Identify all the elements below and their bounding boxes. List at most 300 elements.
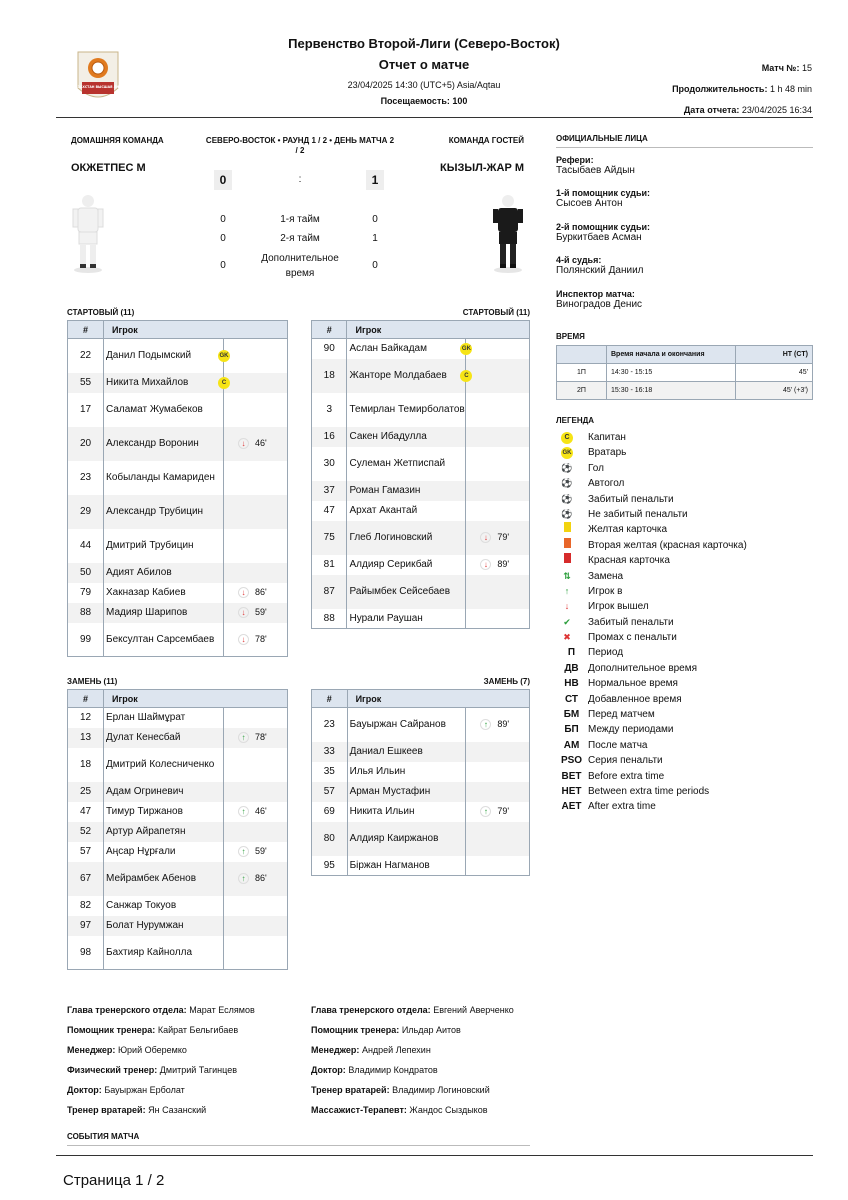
player-number: 90 [312, 339, 347, 359]
player-number: 25 [68, 782, 104, 802]
official-assistant-2: 2-й помощник судьи: Буркитбаев Асман [556, 222, 651, 243]
player-name: Темирлан Темирболатов [347, 393, 466, 427]
player-row [312, 447, 530, 481]
player-name: Арман Мустафин [347, 782, 466, 802]
away-team-label: КОМАНДА ГОСТЕЙ [448, 136, 524, 145]
goalkeeper-icon: GK [218, 350, 230, 362]
player-name: Саламат Жумабеков [104, 393, 224, 427]
player-row [68, 563, 288, 583]
player-name: Мейрамбек Абенов [104, 862, 224, 896]
home-starting-label: СТАРТОВЫЙ (11) [67, 308, 135, 317]
period-1-away: 0 [372, 214, 378, 225]
home-subs-table [67, 689, 288, 970]
legend-abbr-pso: PSO Серия пенальти [560, 755, 663, 767]
player-name: Алдияр Каиржанов [347, 822, 466, 856]
col-player-header: Игрок [104, 321, 288, 339]
player-events [466, 575, 530, 609]
header-divider [56, 117, 813, 118]
substitution-minute: 59' [255, 606, 267, 617]
player-name: Адият Абилов [104, 563, 224, 583]
legend-red-card: Красная карточка [559, 553, 819, 568]
legend-goalkeeper: GK Вратарь [559, 445, 819, 460]
player-number: 37 [312, 481, 347, 501]
home-team-label: ДОМАШНЯЯ КОМАНДА [71, 136, 164, 145]
player-row [68, 842, 288, 862]
period-et-away: 0 [372, 260, 378, 271]
official-assistant-1: 1-й помощник судьи: Сысоев Антон [556, 188, 651, 209]
score-separator: : [298, 174, 302, 185]
match-events-title: СОБЫТИЯ МАТЧА [67, 1132, 140, 1141]
player-row [68, 339, 288, 373]
substitution-minute: 86' [255, 586, 267, 597]
home-staff-item: Физический тренер: Дмитрий Тагинцев [67, 1065, 237, 1075]
player-number: 67 [68, 862, 104, 896]
time-table [556, 345, 813, 400]
player-name: Артур Айрапетян [104, 822, 224, 842]
player-number: 57 [68, 842, 104, 862]
player-in-icon: ↑ [480, 719, 491, 730]
player-events [224, 393, 288, 427]
time-row-1: 1П 14:30 - 15:15 45' [557, 364, 813, 382]
player-number: 95 [312, 856, 348, 876]
legend-abbr-bet: BET Before extra time [561, 770, 665, 782]
time-col-times: Время начала и окончания [607, 346, 736, 364]
report-title: Отчет о матче [378, 57, 470, 72]
time-col-ht: HT (CT) [736, 346, 813, 364]
away-staff-item: Помощник тренера: Ильдар Аитов [311, 1025, 461, 1035]
player-events [224, 708, 288, 728]
player-row [68, 936, 288, 970]
player-number: 80 [312, 822, 348, 856]
player-number: 18 [312, 359, 347, 393]
player-name: Александр Воронин [104, 427, 224, 461]
player-row [312, 822, 530, 856]
player-in-icon: ↑ [238, 732, 249, 743]
player-row [68, 427, 288, 461]
home-kit-icon [70, 192, 106, 279]
substitution-minute: 79' [497, 805, 510, 816]
match-meta [672, 58, 812, 121]
player-number: 22 [68, 339, 104, 373]
player-name: Никита Михайлов [104, 373, 224, 393]
player-number: 13 [68, 728, 104, 748]
player-number: 52 [68, 822, 104, 842]
player-number: 75 [312, 521, 347, 555]
player-name: Тимур Тиржанов [104, 802, 224, 822]
period-2-away: 1 [372, 233, 378, 244]
player-row [312, 609, 530, 629]
player-name: Алдияр Серикбай [347, 555, 466, 575]
substitution-minute: 78' [255, 633, 267, 644]
home-team-name: ОКЖЕТПЕС М [71, 162, 146, 174]
home-score: 0 [214, 170, 232, 190]
player-row [312, 481, 530, 501]
player-name: Роман Гамазин [347, 481, 466, 501]
player-number: 47 [312, 501, 347, 521]
player-row [312, 393, 530, 427]
player-in-icon: ↑ [238, 873, 249, 884]
player-events [224, 529, 288, 563]
player-events [224, 822, 288, 842]
player-row [312, 521, 530, 555]
penalty-missed-icon: ⚽ [561, 508, 573, 519]
player-events [224, 936, 288, 970]
player-row [68, 916, 288, 936]
col-num-header: # [68, 321, 104, 339]
player-row [312, 782, 530, 802]
player-name: Аслан Байкадам [347, 339, 466, 359]
footer-divider [56, 1155, 813, 1156]
home-staff-item: Менеджер: Юрий Оберемко [67, 1045, 187, 1055]
substitution-minute: 78' [255, 731, 267, 742]
player-number: 81 [312, 555, 347, 575]
away-staff-item: Массажист-Терапевт: Жандос Сыздыков [311, 1105, 488, 1115]
period-1-label: 1-я тайм [280, 214, 320, 225]
legend-penalty-scored: ⚽ Забитый пенальти [559, 492, 819, 507]
legend-substitution: ⇅ Замена [559, 569, 819, 584]
player-row [312, 802, 530, 822]
col-num-header: # [312, 690, 348, 708]
player-row [312, 762, 530, 782]
officials-list [556, 155, 650, 323]
away-kit-icon [490, 192, 526, 279]
away-subs-label: ЗАМЕНЬ (7) [483, 677, 530, 686]
player-name: Райымбек Сейсебаев [347, 575, 466, 609]
player-number: 69 [312, 802, 348, 822]
player-events [466, 782, 530, 802]
player-number: 88 [68, 603, 104, 623]
player-events [466, 427, 530, 447]
away-starting-label: СТАРТОВЫЙ (11) [462, 308, 530, 317]
col-num-header: # [312, 321, 347, 339]
period-et-home: 0 [220, 260, 226, 271]
player-events [466, 802, 530, 822]
away-staff-item: Доктор: Владимир Кондратов [311, 1065, 438, 1075]
player-number: 44 [68, 529, 104, 563]
away-score: 1 [366, 170, 384, 190]
player-events [221, 373, 288, 393]
player-row [68, 728, 288, 748]
player-events [224, 802, 288, 822]
player-number: 99 [68, 623, 104, 657]
substitution-minute: 89' [497, 558, 510, 569]
player-row [68, 461, 288, 495]
player-events [466, 762, 530, 782]
home-subs-label: ЗАМЕНЬ (11) [67, 677, 118, 686]
player-row [68, 802, 288, 822]
away-staff-item: Тренер вратарей: Владимир Логиновский [311, 1085, 490, 1095]
player-name: Адам Огриневич [104, 782, 224, 802]
legend-abbr-before: БМ Перед матчем [563, 709, 655, 721]
player-events [224, 623, 288, 657]
player-row [68, 748, 288, 782]
official-fourth: 4-й судья: Полянский Даниил [556, 255, 644, 276]
player-name: Мадияр Шарипов [104, 603, 224, 623]
legend-player-in: ↑ Игрок в [559, 584, 819, 599]
home-staff-item: Глава тренерского отдела: Марат Еслямов [67, 1005, 255, 1015]
legend-own-goal: ⚽ Автогол [559, 476, 819, 491]
player-row [68, 495, 288, 529]
yellow-card-icon [559, 522, 575, 537]
player-name: Кобыланды Камариден [104, 461, 224, 495]
player-number: 30 [312, 447, 347, 481]
home-staff-item: Тренер вратарей: Ян Сазанский [67, 1105, 207, 1115]
player-events [466, 501, 530, 521]
player-events [224, 728, 288, 748]
player-events [466, 393, 530, 427]
goal-icon: ⚽ [561, 462, 573, 473]
player-row [68, 822, 288, 842]
player-name: Архат Акантай [347, 501, 466, 521]
player-row [68, 782, 288, 802]
player-in-icon: ↑ [238, 806, 249, 817]
player-row [312, 555, 530, 575]
player-events [466, 856, 530, 876]
official-inspector: Инспектор матча: Виноградов Денис [556, 289, 643, 310]
legend-goal: ⚽ Гол [559, 461, 819, 476]
player-events [224, 427, 288, 461]
player-out-icon: ↓ [238, 438, 249, 449]
player-events [224, 782, 288, 802]
legend-list [559, 430, 819, 815]
legend-shootout-scored: ✔ Забитый пенальти [559, 615, 819, 630]
red-card-icon [559, 553, 575, 568]
svg-text:КАЗАХСТАН ВЫСШАЯ ЛИГА: КАЗАХСТАН ВЫСШАЯ ЛИГА [74, 85, 122, 89]
player-row [312, 427, 530, 447]
away-team-name: КЫЗЫЛ-ЖАР М [440, 162, 524, 174]
player-in-icon: ↑ [238, 846, 249, 857]
player-row [312, 856, 530, 876]
player-row [68, 862, 288, 896]
legend-abbr-after: АМ После матча [563, 739, 648, 751]
player-number: 98 [68, 936, 104, 970]
player-name: Санжар Токуов [104, 896, 224, 916]
page-number: Страница 1 / 2 [63, 1172, 165, 1189]
player-number: 87 [312, 575, 347, 609]
player-events [224, 862, 288, 896]
player-row [312, 501, 530, 521]
shootout-scored-icon: ✔ [563, 616, 571, 627]
player-events [224, 583, 288, 603]
player-name: Жанторе Молдабаев [347, 359, 466, 393]
player-number: 17 [68, 393, 104, 427]
report-date: Дата отчета: 23/04/2025 16:34 [683, 105, 812, 115]
player-number: 79 [68, 583, 104, 603]
captain-icon: C [559, 430, 575, 445]
player-events [466, 609, 530, 629]
time-row-2: 2П 15:30 - 16:18 45' (+3') [557, 382, 813, 400]
match-duration: Продолжительность: 1 h 48 min [672, 84, 812, 94]
player-events [224, 748, 288, 782]
player-out-icon: ↓ [238, 634, 249, 645]
match-number: Матч №: 15 [761, 63, 812, 73]
player-name: Біржан Нагманов [347, 856, 466, 876]
own-goal-icon: ⚽ [561, 478, 573, 489]
legend-penalty-missed: ⚽ Не забитый пенальти [559, 507, 819, 522]
player-number: 29 [68, 495, 104, 529]
round-info: СЕВЕРО-ВОСТОК • РАУНД 1 / 2 • ДЕНЬ МАТЧА 2 / 2 [205, 136, 395, 155]
legend-abbr-normal: НВ Нормальное время [564, 678, 678, 690]
player-name: Бексултан Сарсембаев [104, 623, 224, 657]
player-number: 23 [68, 461, 104, 495]
period-2-label: 2-я тайм [280, 233, 320, 244]
player-row [68, 896, 288, 916]
goalkeeper-icon: GK [559, 445, 575, 460]
shootout-missed-icon: ✖ [563, 632, 571, 643]
period-et-label: Дополнительное время [261, 253, 339, 279]
substitution-minute: 79' [497, 531, 510, 542]
goalkeeper-icon: GK [460, 343, 472, 355]
official-referee: Рефери: Тасыбаев Айдын [556, 155, 635, 176]
player-name: Бахтияр Кайнолла [104, 936, 224, 970]
penalty-scored-icon: ⚽ [561, 493, 573, 504]
home-staff-item: Помощник тренера: Кайрат Бельгибаев [67, 1025, 239, 1035]
player-events [466, 521, 530, 555]
player-events [466, 447, 530, 481]
player-events [224, 896, 288, 916]
player-name: Александр Трубицин [104, 495, 224, 529]
player-name: Данил Подымский [104, 339, 224, 373]
away-starting-table [311, 320, 530, 629]
player-name: Дмитрий Колесниченко [104, 748, 224, 782]
player-name: Дмитрий Трубицин [104, 529, 224, 563]
legend-shootout-missed: ✖ Промах с пенальти [559, 630, 819, 645]
player-number: 88 [312, 609, 347, 629]
away-subs-table [311, 689, 530, 876]
home-starting-table [67, 320, 288, 657]
legend-title: ЛЕГЕНДА [556, 416, 595, 425]
col-player-header: Игрок [347, 690, 529, 708]
home-staff [67, 1000, 255, 1120]
player-name: Аңсар Нұрғали [104, 842, 224, 862]
officials-title: ОФИЦИАЛЬНЫЕ ЛИЦА [556, 134, 648, 143]
captain-icon: C [218, 377, 230, 389]
player-events [466, 742, 530, 762]
player-row [312, 708, 530, 742]
substitution-icon: ⇅ [563, 570, 571, 581]
player-out-icon: ↓ [480, 559, 491, 570]
player-out-icon: ↓ [564, 601, 570, 612]
player-events [224, 461, 288, 495]
player-name: Сакен Ибадулла [347, 427, 466, 447]
player-number: 3 [312, 393, 347, 427]
player-events [224, 495, 288, 529]
player-name: Ерлан Шаймұрат [104, 708, 224, 728]
player-out-icon: ↓ [238, 607, 249, 618]
player-events [466, 359, 530, 393]
player-events [466, 481, 530, 501]
player-name: Хакназар Кабиев [104, 583, 224, 603]
player-number: 35 [312, 762, 348, 782]
away-staff [311, 1000, 514, 1120]
player-name: Даниал Ешкеев [347, 742, 466, 762]
player-name: Сулеман Жетписпай [347, 447, 466, 481]
captain-icon: C [460, 370, 472, 382]
substitution-minute: 59' [255, 845, 267, 856]
player-row [68, 708, 288, 728]
competition-title: Первенство Второй-Лиги (Северо-Восток) [288, 36, 560, 51]
col-player-header: Игрок [104, 690, 288, 708]
legend-abbr-het: HET Between extra time periods [561, 785, 710, 797]
legend-abbr-extra: ДВ Дополнительное время [564, 662, 698, 674]
period-1-home: 0 [220, 214, 226, 225]
player-name: Глеб Логиновский [347, 521, 466, 555]
player-events [466, 555, 530, 575]
substitution-minute: 46' [255, 805, 267, 816]
player-number: 33 [312, 742, 348, 762]
away-staff-item: Менеджер: Андрей Лепехин [311, 1045, 431, 1055]
home-staff-item: Доктор: Бауыржан Ерболат [67, 1085, 185, 1095]
player-name: Илья Ильин [347, 762, 466, 782]
player-events [466, 822, 530, 856]
player-events [461, 339, 530, 359]
period-2-home: 0 [220, 233, 226, 244]
legend-abbr-aet: AET After extra time [561, 801, 656, 813]
player-number: 47 [68, 802, 104, 822]
player-number: 20 [68, 427, 104, 461]
player-in-icon: ↑ [564, 585, 570, 596]
player-events [224, 916, 288, 936]
player-out-icon: ↓ [238, 587, 249, 598]
player-events [224, 603, 288, 623]
attendance: Посещаемость: 100 [380, 96, 468, 106]
player-row [68, 623, 288, 657]
legend-second-yellow: Вторая желтая (красная карточка) [559, 538, 819, 553]
player-row [68, 393, 288, 427]
substitution-minute: 46' [255, 437, 267, 448]
player-row [68, 373, 288, 393]
player-name: Дулат Кенесбай [104, 728, 224, 748]
col-player-header: Игрок [347, 321, 530, 339]
player-number: 16 [312, 427, 347, 447]
player-in-icon: ↑ [480, 806, 491, 817]
player-row [68, 583, 288, 603]
player-number: 18 [68, 748, 104, 782]
player-number: 55 [68, 373, 104, 393]
player-number: 12 [68, 708, 104, 728]
legend-yellow-card: Желтая карточка [559, 522, 819, 537]
events-divider [67, 1145, 530, 1146]
player-name: Нурали Раушан [347, 609, 466, 629]
substitution-minute: 86' [255, 872, 267, 883]
legend-abbr-added: СТ Добавленное время [564, 693, 682, 705]
legend-abbr-period: П Период [567, 647, 624, 659]
player-name: Болат Нурумжан [104, 916, 224, 936]
away-staff-item: Глава тренерского отдела: Евгений Аверченко [311, 1005, 514, 1015]
legend-abbr-between: БП Между периодами [564, 724, 674, 736]
player-row [312, 575, 530, 609]
legend-player-out: ↓ Игрок вышел [559, 599, 819, 614]
player-row [312, 339, 530, 359]
player-events [224, 842, 288, 862]
officials-divider [556, 147, 813, 148]
player-events [219, 339, 288, 373]
match-datetime: 23/04/2025 14:30 (UTC+5) Asia/Aqtau [347, 80, 501, 90]
player-number: 57 [312, 782, 348, 802]
player-row [68, 603, 288, 623]
time-title: ВРЕМЯ [556, 332, 585, 341]
player-row [312, 742, 530, 762]
player-name: Бауыржан Сайранов [347, 708, 466, 742]
player-row [68, 529, 288, 563]
player-events [466, 708, 530, 742]
player-number: 82 [68, 896, 104, 916]
col-num-header: # [68, 690, 104, 708]
player-number: 23 [312, 708, 348, 742]
player-events [224, 563, 288, 583]
substitution-minute: 89' [497, 719, 510, 730]
player-number: 97 [68, 916, 104, 936]
